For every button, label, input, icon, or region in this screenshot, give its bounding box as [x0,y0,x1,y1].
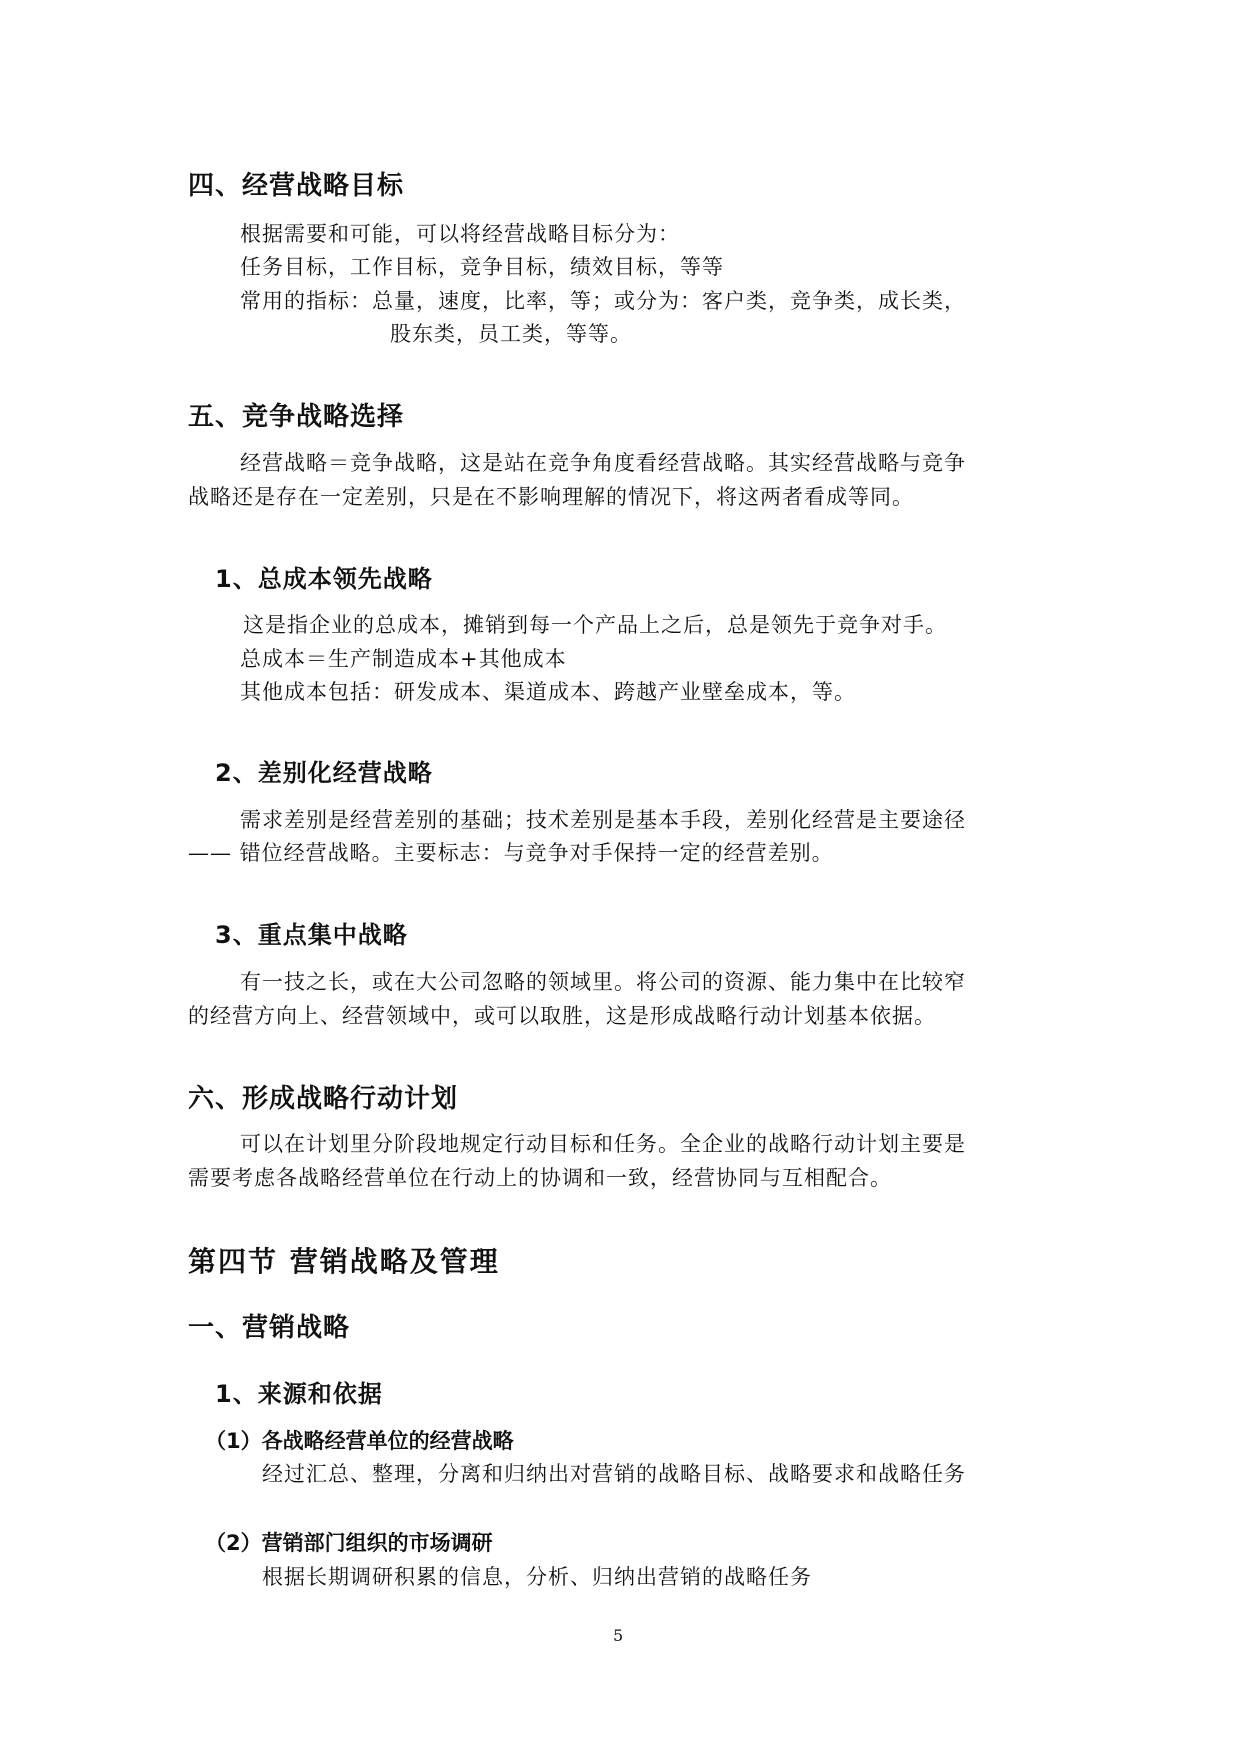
paragraph-line: 需求差别是经营差别的基础；技术差别是基本手段，差别化经营是主要途径 [240,808,966,832]
paragraph-line: 其他成本包括：研发成本、渠道成本、跨越产业壁垒成本，等。 [240,680,856,704]
paragraph-line: 根据长期调研积累的信息，分析、归纳出营销的战略任务 [262,1565,812,1589]
paragraph-line: 战略还是存在一定差别，只是在不影响理解的情况下，将这两者看成等同。 [188,485,914,509]
paragraph-line: 股东类，员工类，等等。 [390,322,632,346]
paragraph-line: 经营战略＝竞争战略，这是站在竞争角度看经营战略。其实经营战略与竞争 [240,451,966,475]
paragraph-line: 任务目标，工作目标，竞争目标，绩效目标，等等 [240,255,724,279]
heading-competitive-strategy: 五、竞争战略选择 [188,402,405,432]
subheading-business-unit-strategy: （1）各战略经营单位的经营战略 [205,1429,514,1453]
heading-marketing-strategy: 一、营销战略 [188,1313,351,1343]
heading-cost-leadership: 1、总成本领先战略 [215,565,433,593]
subheading-market-research: （2）营销部门组织的市场调研 [205,1531,493,1555]
paragraph-line: 需要考虑各战略经营单位在行动上的协调和一致，经营协同与互相配合。 [188,1166,892,1190]
paragraph-line: 可以在计划里分阶段地规定行动目标和任务。全企业的战略行动计划主要是 [240,1132,966,1156]
page-number: 5 [613,1626,624,1645]
paragraph-line: —— 错位经营战略。主要标志：与竞争对手保持一定的经营差别。 [188,841,834,865]
paragraph-line: 的经营方向上、经营领域中，或可以取胜，这是形成战略行动计划基本依据。 [188,1004,936,1028]
heading-differentiation: 2、差别化经营战略 [215,759,433,787]
paragraph-line: 总成本＝生产制造成本+其他成本 [240,647,567,671]
paragraph-line: 这是指企业的总成本，摊销到每一个产品上之后，总是领先于竞争对手。 [243,613,947,637]
paragraph-line: 有一技之长，或在大公司忽略的领域里。将公司的资源、能力集中在比较窄 [240,970,966,994]
heading-focus-strategy: 3、重点集中战略 [215,921,408,949]
section-title: 第四节 营销战略及管理 [188,1245,500,1278]
paragraph-line: 经过汇总、整理，分离和归纳出对营销的战略目标、战略要求和战略任务 [262,1462,966,1486]
heading-operating-strategy-goals: 四、经营战略目标 [188,171,405,201]
paragraph-line: 常用的指标：总量，速度，比率，等；或分为：客户类，竞争类，成长类， [240,289,966,313]
heading-sources-basis: 1、来源和依据 [215,1380,383,1408]
heading-action-plan: 六、形成战略行动计划 [188,1084,459,1114]
paragraph-line: 根据需要和可能，可以将经营战略目标分为： [240,222,680,246]
